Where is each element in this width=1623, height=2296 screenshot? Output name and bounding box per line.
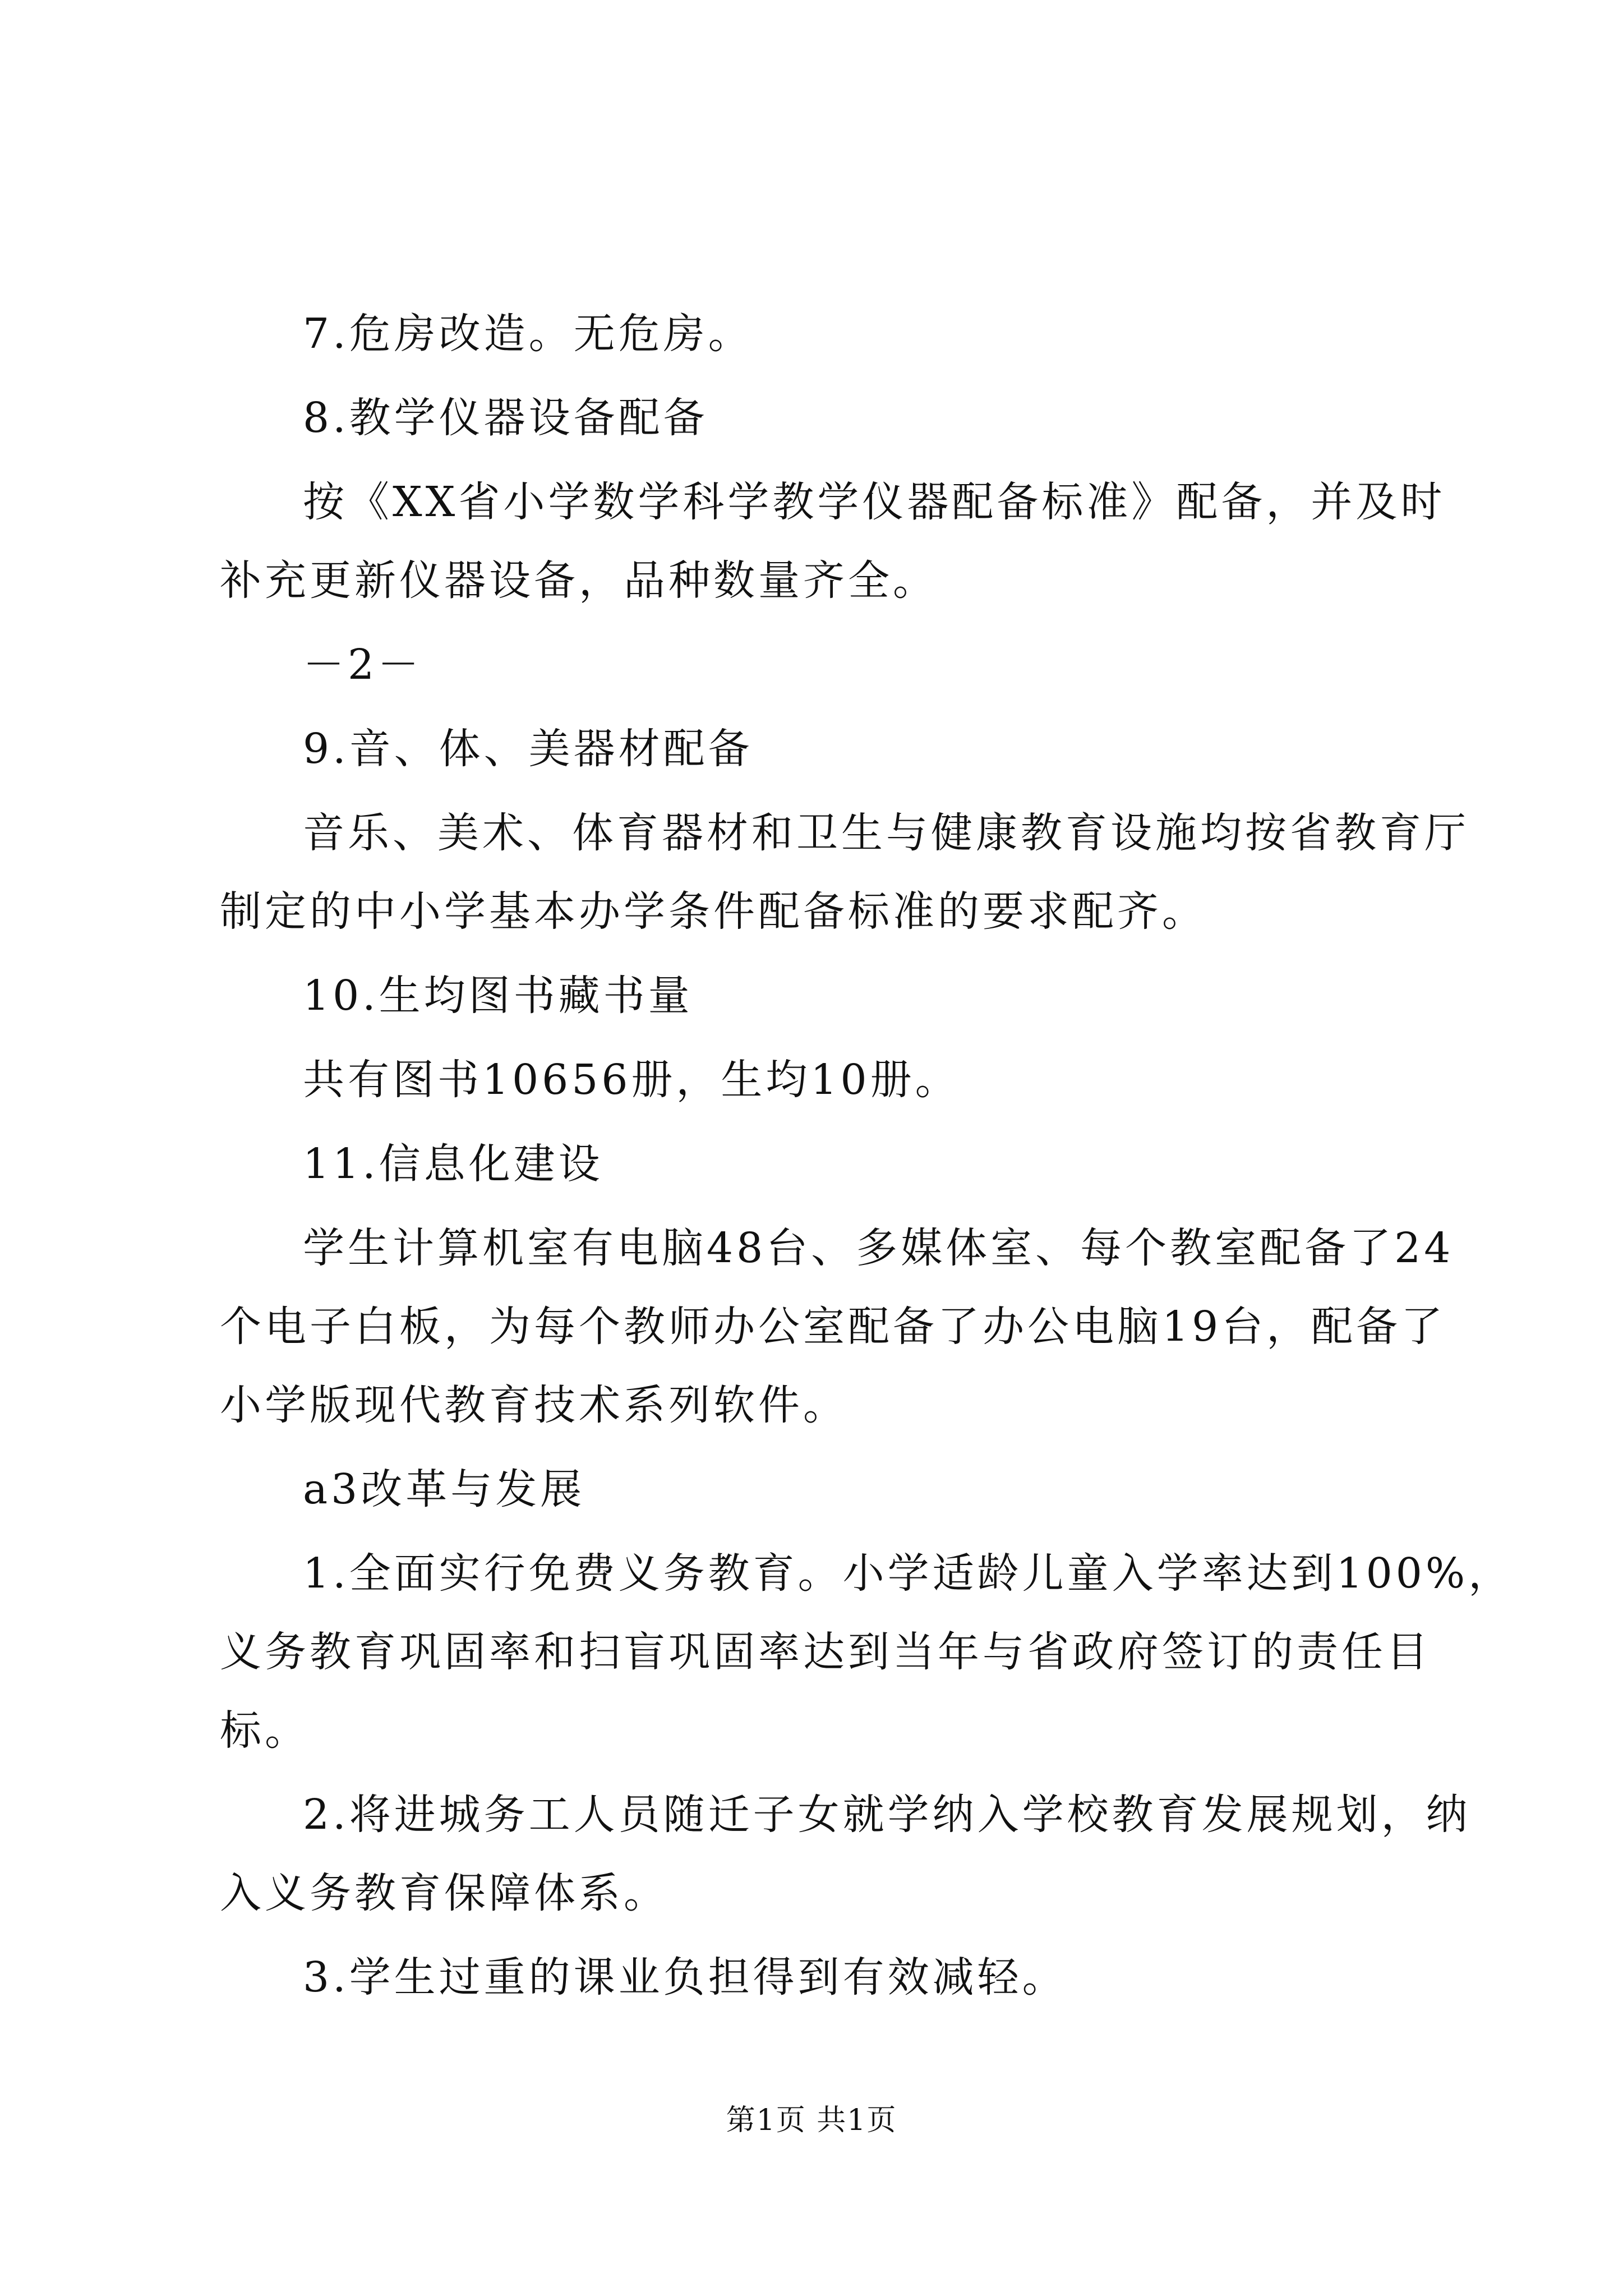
- item-8-text-line-1: 按《XX省小学数学科学教学仪器配备标准》配备，并及时: [303, 478, 1446, 526]
- item-11-heading: 11.信息化建设: [303, 1140, 603, 1188]
- page-footer: 第1页 共1页: [726, 2104, 897, 2137]
- item-10-text: 共有图书10656册，生均10册。: [303, 1056, 960, 1104]
- item-11-text-line-2: 个电子白板，为每个教师办公室配备了办公电脑19台，配备了: [220, 1303, 1446, 1351]
- item-8-text-line-2: 补充更新仪器设备，品种数量齐全。: [220, 556, 938, 605]
- reform-item-3-line-1: 3.学生过重的课业负担得到有效减轻。: [303, 1953, 1067, 2001]
- item-9-heading: 9.音、体、美器材配备: [303, 725, 753, 773]
- item-10-heading: 10.生均图书藏书量: [303, 972, 693, 1020]
- reform-item-2-line-2: 入义务教育保障体系。: [220, 1869, 668, 1917]
- item-11-text-line-3: 小学版现代教育技术系列软件。: [220, 1381, 848, 1429]
- reform-item-1-line-1: 1.全面实行免费义务教育。小学适龄儿童入学率达到100%，: [303, 1549, 1514, 1598]
- page-number-marker: －2－: [303, 641, 423, 689]
- reform-item-1-line-2: 义务教育巩固率和扫盲巩固率达到当年与省政府签订的责任目: [220, 1628, 1431, 1676]
- item-11-text-line-1: 学生计算机室有电脑48台、多媒体室、每个教室配备了24: [303, 1224, 1454, 1272]
- reform-item-2-line-1: 2.将进城务工人员随迁子女就学纳入学校教育发展规划，纳: [303, 1791, 1471, 1839]
- item-9-text-line-1: 音乐、美术、体育器材和卫生与健康教育设施均按省教育厅: [303, 809, 1469, 857]
- item-8-heading: 8.教学仪器设备配备: [303, 394, 708, 442]
- section-a3-heading: a3改革与发展: [303, 1465, 585, 1513]
- item-9-text-line-2: 制定的中小学基本办学条件配备标准的要求配齐。: [220, 887, 1207, 936]
- reform-item-1-line-3: 标。: [220, 1706, 310, 1755]
- item-7-line: 7.危房改造。无危房。: [303, 310, 753, 358]
